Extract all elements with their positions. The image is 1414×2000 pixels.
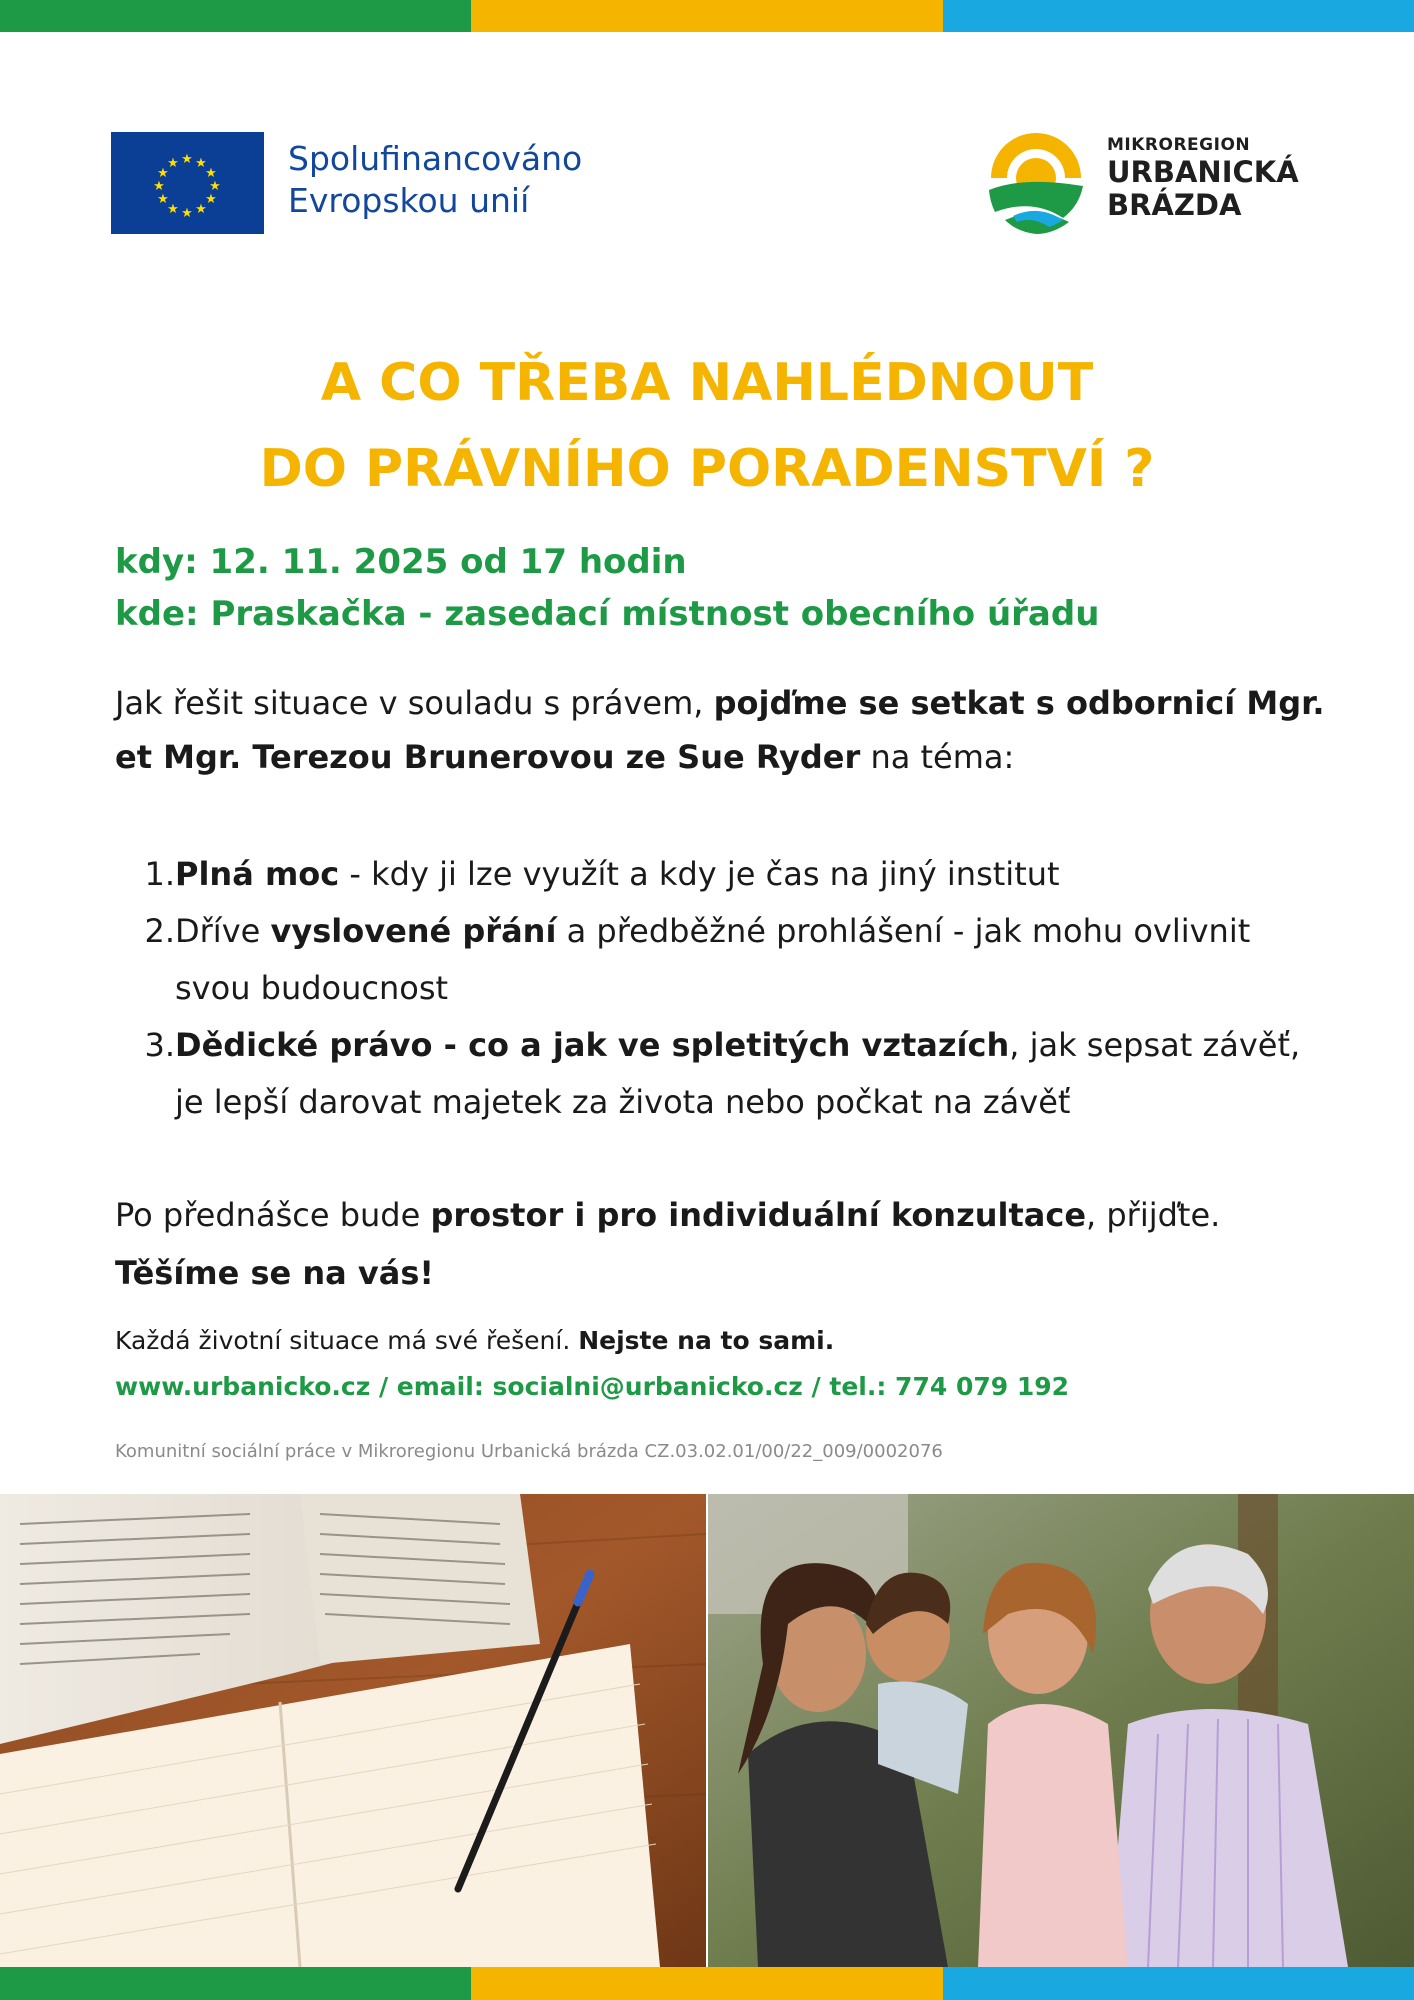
mikroregion-line-1: URBANICKÁ bbox=[1107, 155, 1299, 189]
mikroregion-small-label: MIKROREGION bbox=[1107, 135, 1251, 155]
svg-text:★: ★ bbox=[157, 192, 169, 207]
svg-text:★: ★ bbox=[195, 202, 207, 217]
stripe-blue bbox=[943, 0, 1414, 32]
after-greeting: Těšíme se na vás! bbox=[115, 1254, 434, 1292]
project-footnote: Komunitní sociální práce v Mikroregionu Urbanická brázda CZ.03.02.01/00/22_009/0002076 bbox=[115, 1441, 943, 1462]
topic-bold: vyslovené přání bbox=[270, 912, 557, 950]
intro-paragraph bbox=[115, 676, 1330, 784]
svg-text:★: ★ bbox=[205, 166, 217, 181]
page-title bbox=[0, 340, 1414, 512]
topic-bold: Dědické právo - co a jak ve spletitých vztazích bbox=[175, 1026, 1010, 1064]
event-where: kde: Praskačka - zasedací místnost obecního úřadu bbox=[115, 594, 1100, 634]
contacts-line: www.urbanicko.cz / email: socialni@urbanicko.cz / tel.: 774 079 192 bbox=[115, 1372, 1070, 1401]
intro-text-1: Jak řešit situace v souladu s právem, bbox=[115, 684, 714, 722]
topic-bold: Plná moc bbox=[175, 855, 340, 893]
family-photo bbox=[708, 1494, 1414, 1967]
svg-text:★: ★ bbox=[157, 166, 169, 181]
mikroregion-name bbox=[1107, 134, 1299, 222]
mikroregion-logo-icon bbox=[983, 128, 1089, 234]
list-item bbox=[115, 846, 1330, 903]
list-item bbox=[115, 1017, 1330, 1131]
motto-text: Každá životní situace má své řešení. bbox=[115, 1326, 579, 1355]
svg-text:★: ★ bbox=[181, 152, 193, 167]
event-when: kdy: 12. 11. 2025 od 17 hodin bbox=[115, 542, 687, 582]
svg-text:★: ★ bbox=[209, 179, 221, 194]
title-line-2: DO PRÁVNÍHO PORADENSTVÍ ? bbox=[259, 439, 1155, 499]
stripe-green bbox=[0, 1967, 471, 2000]
after-text-2: , přijďte. bbox=[1086, 1196, 1221, 1234]
eu-cofunded-text bbox=[288, 138, 582, 222]
svg-text:★: ★ bbox=[205, 192, 217, 207]
list-item bbox=[115, 903, 1330, 1017]
title-line-1: A CO TŘEBA NAHLÉDNOUT bbox=[320, 353, 1094, 413]
svg-text:★: ★ bbox=[181, 206, 193, 221]
after-bold: prostor i pro individuální konzultace bbox=[430, 1196, 1087, 1234]
svg-text:★: ★ bbox=[167, 202, 179, 217]
svg-text:★: ★ bbox=[167, 156, 179, 171]
topic-text: a předběžné prohlášení - jak mohu ovlivnit svou budoucnost bbox=[175, 912, 1251, 1007]
stripe-yellow bbox=[471, 1967, 942, 2000]
stripe-green bbox=[0, 0, 471, 32]
svg-text:★: ★ bbox=[195, 156, 207, 171]
list-number: 3. bbox=[144, 1026, 175, 1064]
book-notebook-photo bbox=[0, 1494, 706, 1967]
stripe-yellow bbox=[471, 0, 942, 32]
list-number: 2. bbox=[144, 912, 175, 950]
after-text-1: Po přednášce bude bbox=[115, 1196, 431, 1234]
top-color-stripe bbox=[0, 0, 1414, 32]
stripe-blue bbox=[943, 1967, 1414, 2000]
eu-line-2: Evropskou unií bbox=[288, 181, 530, 220]
topic-text: - kdy ji lze využít a kdy je čas na jiný institut bbox=[339, 855, 1060, 893]
svg-text:★: ★ bbox=[153, 179, 165, 194]
topics-list bbox=[115, 846, 1330, 1131]
topic-text: , jak sepsat závěť, je lepší darovat majetek za života nebo počkat na závěť bbox=[175, 1026, 1301, 1121]
mikroregion-line-2: BRÁZDA bbox=[1107, 188, 1242, 222]
intro-text-2: na téma: bbox=[860, 738, 1015, 776]
topic-prefix: Dříve bbox=[175, 912, 271, 950]
bottom-color-stripe bbox=[0, 1967, 1414, 2000]
eu-line-1: Spolufinancováno bbox=[288, 139, 583, 178]
eu-flag-icon bbox=[111, 132, 264, 234]
list-number: 1. bbox=[144, 855, 175, 893]
intro-speaker: pojďme se setkat s odbornicí Mgr. et Mgr. Terezou Brunerovou ze Sue Ryder bbox=[115, 684, 1325, 776]
after-paragraph bbox=[115, 1186, 1330, 1302]
motto bbox=[115, 1326, 834, 1355]
motto-bold: Nejste na to sami. bbox=[578, 1326, 835, 1355]
